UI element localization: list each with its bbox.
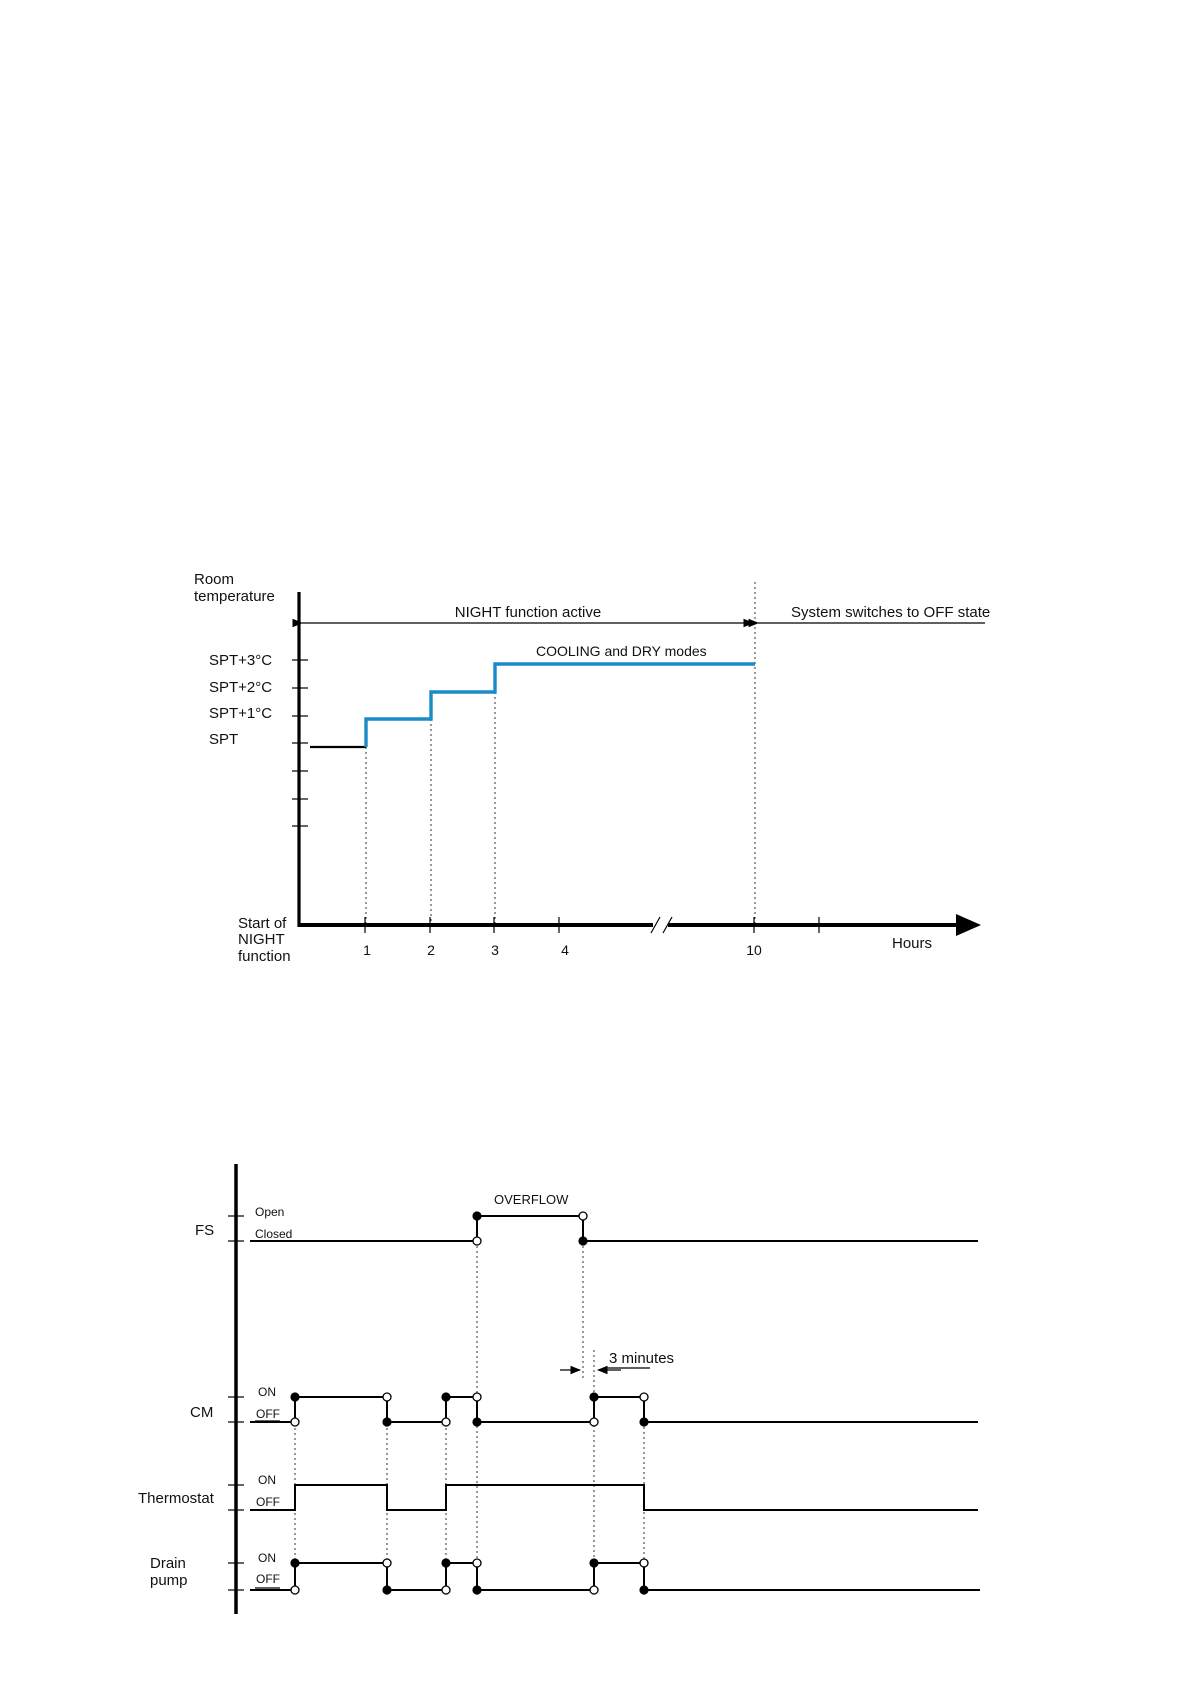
transition-marker-filled	[590, 1559, 598, 1567]
transition-marker-open	[291, 1418, 299, 1426]
transition-marker-open	[640, 1393, 648, 1401]
off-state-label: System switches to OFF state	[791, 604, 991, 621]
x-axis-arrow-icon	[956, 914, 981, 936]
signal-name-fs: FS	[195, 1222, 215, 1239]
origin-label-line2: NIGHT	[238, 931, 285, 948]
x-tick-label-10: 10	[746, 942, 762, 958]
x-axis-title: Hours	[892, 935, 933, 952]
origin-label-line3: function	[238, 948, 291, 965]
y-level-spt: SPT	[209, 731, 239, 748]
transition-marker-open	[473, 1559, 481, 1567]
transition-marker-open	[590, 1586, 598, 1594]
thermostat-off-label: OFF	[256, 1495, 280, 1509]
night-active-label: NIGHT function active	[454, 604, 602, 621]
drain-pump-signal-trace	[250, 1563, 980, 1590]
cm-on-label: ON	[258, 1385, 276, 1399]
transition-marker-filled	[473, 1586, 481, 1594]
y-axis-title-line1: Room	[194, 571, 235, 588]
thermostat-on-label: ON	[258, 1473, 276, 1487]
fs-open-label: Open	[255, 1205, 285, 1219]
signal-name-thermostat: Thermostat	[138, 1490, 214, 1507]
overflow-label: OVERFLOW	[494, 1192, 569, 1207]
cm-off-label: OFF	[256, 1407, 280, 1421]
night-function-chart	[194, 571, 990, 965]
temperature-step-line	[366, 664, 755, 747]
transition-marker-open	[291, 1586, 299, 1594]
thermostat-signal-trace	[250, 1485, 978, 1510]
transition-marker-open	[442, 1418, 450, 1426]
transition-marker-filled	[579, 1237, 587, 1245]
transition-marker-open	[442, 1586, 450, 1594]
signal-name-cm: CM	[190, 1404, 214, 1421]
transition-marker-open	[383, 1559, 391, 1567]
transition-marker-open	[579, 1212, 587, 1220]
origin-label-line1: Start of	[238, 915, 287, 932]
transition-marker-filled	[442, 1559, 450, 1567]
overflow-timing-diagram	[138, 1164, 980, 1614]
transition-marker-open	[383, 1393, 391, 1401]
delay-label: 3 minutes	[609, 1350, 675, 1367]
transition-marker-filled	[640, 1418, 648, 1426]
transition-marker-filled	[473, 1418, 481, 1426]
signal-name-drain-line2: pump	[150, 1572, 188, 1589]
y-axis-title-line2: temperature	[194, 588, 275, 605]
transition-marker-filled	[291, 1559, 299, 1567]
y-level-spt-plus-2: SPT+2°C	[209, 679, 273, 696]
transition-marker-filled	[590, 1393, 598, 1401]
transition-marker-filled	[291, 1393, 299, 1401]
transition-marker-open	[473, 1393, 481, 1401]
modes-label: COOLING and DRY modes	[536, 643, 707, 659]
cm-signal-trace	[295, 1397, 978, 1422]
x-tick-label-1: 1	[363, 942, 371, 958]
x-tick-label-3: 3	[491, 942, 499, 958]
drain-on-label: ON	[258, 1551, 276, 1565]
fs-signal-trace	[250, 1216, 978, 1241]
transition-marker-filled	[473, 1212, 481, 1220]
fs-closed-label: Closed	[255, 1227, 293, 1241]
transition-marker-open	[640, 1559, 648, 1567]
transition-marker-filled	[383, 1586, 391, 1594]
y-level-spt-plus-1: SPT+1°C	[209, 705, 273, 722]
transition-marker-filled	[640, 1586, 648, 1594]
drain-off-label: OFF	[256, 1572, 280, 1586]
x-tick-label-2: 2	[427, 942, 435, 958]
transition-marker-open	[473, 1237, 481, 1245]
transition-marker-filled	[383, 1418, 391, 1426]
transition-marker-open	[590, 1418, 598, 1426]
signal-name-drain-line1: Drain	[150, 1555, 186, 1572]
transition-marker-filled	[442, 1393, 450, 1401]
y-level-spt-plus-3: SPT+3°C	[209, 652, 273, 669]
x-tick-label-4: 4	[561, 942, 569, 958]
